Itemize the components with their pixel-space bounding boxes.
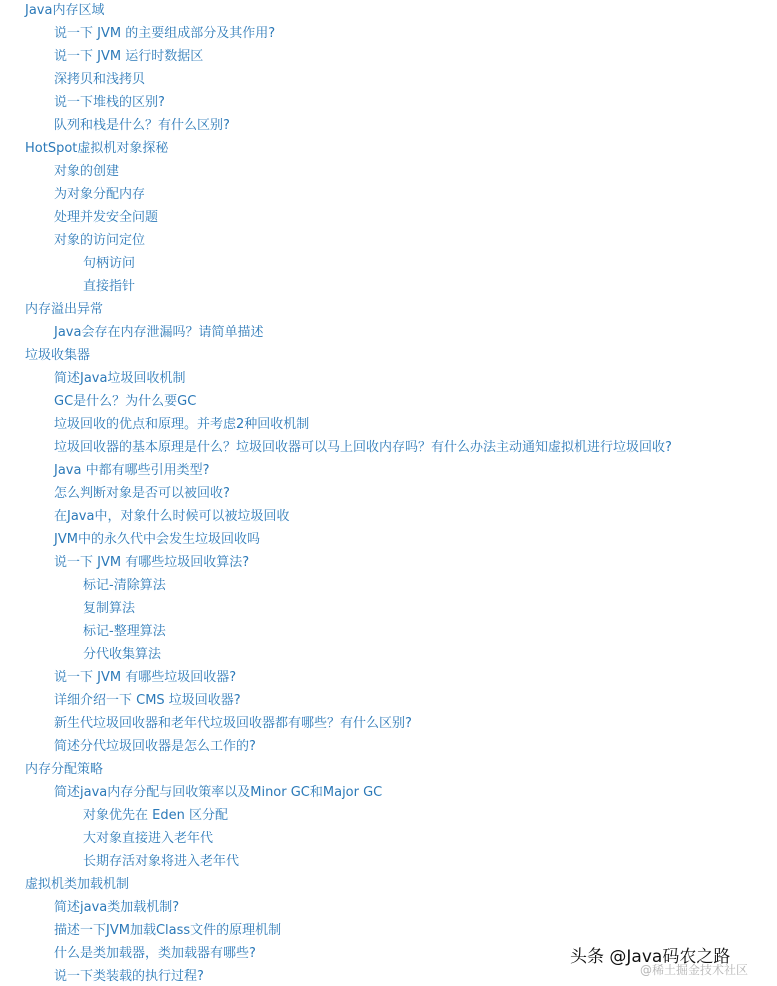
toc-section-link[interactable]: 垃圾收集器 — [25, 348, 91, 363]
toc-item-link[interactable]: Java会存在内存泄漏吗？请简单描述 — [54, 325, 264, 340]
toc-subitem-link[interactable]: 长期存活对象将进入老年代 — [83, 854, 240, 869]
toc-item-link[interactable]: 详细介绍一下 CMS 垃圾回收器? — [54, 693, 241, 708]
toc-item-link[interactable]: 简述分代垃圾回收器是怎么工作的? — [54, 739, 256, 754]
toc-item-link[interactable]: 垃圾回收器的基本原理是什么？垃圾回收器可以马上回收内存吗？有什么办法主动通知虚拟机进行垃圾回收? — [54, 440, 672, 455]
toc-section-link[interactable]: 内存溢出异常 — [25, 302, 104, 317]
toc-section-link[interactable]: 虚拟机类加载机制 — [25, 877, 130, 892]
toc-section-link[interactable]: Java内存区域 — [25, 3, 105, 18]
toc-subitem-link[interactable]: 标记-清除算法 — [83, 578, 166, 593]
author-watermark: 头条 @Java码农之路 — [570, 947, 731, 967]
toc-item-link[interactable]: 新生代垃圾回收器和老年代垃圾回收器都有哪些？有什么区别? — [54, 716, 412, 731]
toc-item-link[interactable]: 简述java类加载机制? — [54, 900, 180, 915]
toc-subitem-link[interactable]: 标记-整理算法 — [83, 624, 166, 639]
toc-item-link[interactable]: 说一下 JVM 有哪些垃圾回收算法? — [54, 555, 250, 570]
toc-item-link[interactable]: 垃圾回收的优点和原理。并考虑2种回收机制 — [54, 417, 310, 432]
toc-item-link[interactable]: 在Java中，对象什么时候可以被垃圾回收 — [54, 509, 290, 524]
toc-item-link[interactable]: 怎么判断对象是否可以被回收? — [54, 486, 230, 501]
toc-item-link[interactable]: 说一下类装载的执行过程? — [54, 969, 204, 984]
toc-subitem-link[interactable]: 大对象直接进入老年代 — [83, 831, 214, 846]
toc-item-link[interactable]: 处理并发安全问题 — [54, 210, 159, 225]
toc-subitem-link[interactable]: 句柄访问 — [83, 256, 136, 271]
toc-subitem-link[interactable]: 对象优先在 Eden 区分配 — [83, 808, 228, 823]
toc-item-link[interactable]: 说一下 JVM 的主要组成部分及其作用? — [54, 26, 276, 41]
toc-item-link[interactable]: 说一下 JVM 有哪些垃圾回收器? — [54, 670, 237, 685]
toc-item-link[interactable]: 什么是类加载器，类加载器有哪些? — [54, 946, 256, 961]
toc-item-link[interactable]: 说一下 JVM 运行时数据区 — [54, 49, 204, 64]
community-watermark: @稀土掘金技术社区 — [640, 963, 749, 977]
toc-item-link[interactable]: JVM中的永久代中会发生垃圾回收吗 — [54, 532, 260, 547]
toc-section-link[interactable]: 内存分配策略 — [25, 762, 104, 777]
toc-item-link[interactable]: GC是什么？为什么要GC — [54, 394, 197, 409]
toc-subitem-link[interactable]: 直接指针 — [83, 279, 136, 294]
toc-item-link[interactable]: 深拷贝和浅拷贝 — [54, 72, 146, 87]
toc-item-link[interactable]: 对象的创建 — [54, 164, 120, 179]
toc-item-link[interactable]: 队列和栈是什么？有什么区别? — [54, 118, 230, 133]
toc-section-link[interactable]: HotSpot虚拟机对象探秘 — [25, 141, 169, 156]
toc-item-link[interactable]: 对象的访问定位 — [54, 233, 146, 248]
toc-item-link[interactable]: 说一下堆栈的区别? — [54, 95, 165, 110]
toc-item-link[interactable]: 简述Java垃圾回收机制 — [54, 371, 186, 386]
toc-subitem-link[interactable]: 复制算法 — [83, 601, 136, 616]
toc-item-link[interactable]: 简述java内存分配与回收策率以及Minor GC和Major GC — [54, 785, 383, 800]
toc-subitem-link[interactable]: 分代收集算法 — [83, 647, 162, 662]
toc-item-link[interactable]: 描述一下JVM加载Class文件的原理机制 — [54, 923, 282, 938]
toc-item-link[interactable]: 为对象分配内存 — [54, 187, 146, 202]
toc-item-link[interactable]: Java 中都有哪些引用类型? — [54, 463, 210, 478]
